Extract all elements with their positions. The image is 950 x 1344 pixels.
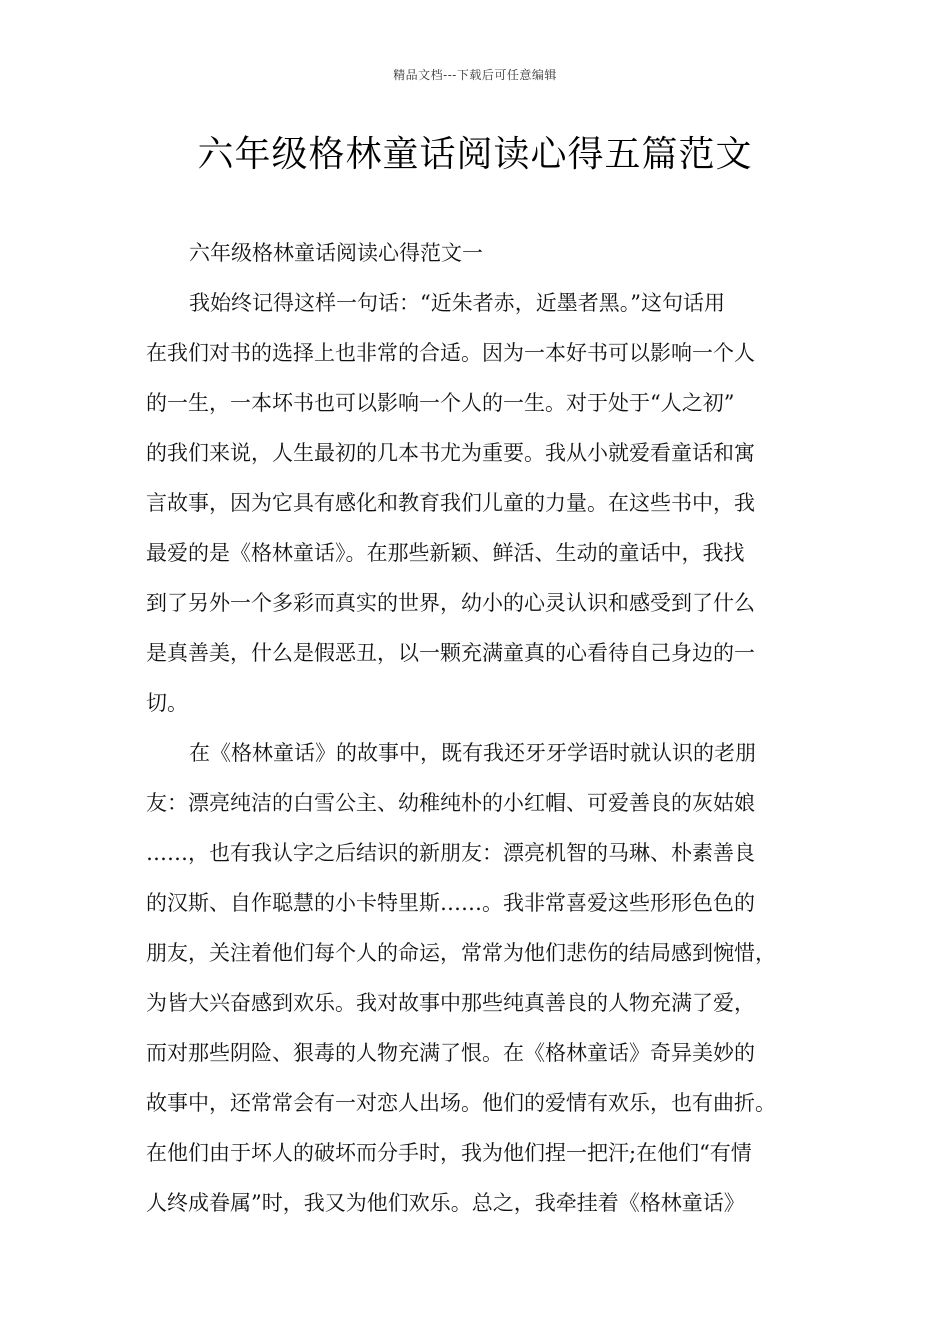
- paragraph-line: 在我们对书的选择上也非常的合适。因为一本好书可以影响一个人: [146, 341, 755, 365]
- paragraph-start-line: 在《格林童话》的故事中，既有我还牙牙学语时就认识的老朋: [189, 741, 756, 765]
- paragraph-line: 切。: [146, 691, 188, 715]
- paragraph-line: 到了另外一个多彩而真实的世界，幼小的心灵认识和感受到了什么: [146, 591, 755, 615]
- document-title: 六年级格林童话阅读心得五篇范文: [197, 134, 753, 175]
- paragraph-line: 而对那些阴险、狠毒的人物充满了恨。在《格林童话》奇异美妙的: [146, 1041, 755, 1065]
- paragraph-start-line: 我始终记得这样一句话：“近朱者赤，近墨者黑。”这句话用: [189, 291, 725, 315]
- header-note: 精品文档---下载后可任意编辑: [393, 68, 557, 82]
- paragraph-line: 最爱的是《格林童话》。在那些新颖、鲜活、生动的童话中，我找: [146, 541, 745, 565]
- paragraph-line: 友：漂亮纯洁的白雪公主、幼稚纯朴的小红帽、可爱善良的灰姑娘: [146, 791, 755, 815]
- paragraph-line: 言故事，因为它具有感化和教育我们儿童的力量。在这些书中，我: [146, 491, 755, 515]
- paragraph-line: 的一生，一本坏书也可以影响一个人的一生。对于处于“人之初”: [146, 391, 735, 415]
- paragraph-line: 故事中，还常常会有一对恋人出场。他们的爱情有欢乐，也有曲折。: [146, 1091, 776, 1115]
- paragraph-line: 在他们由于坏人的破坏而分手时，我为他们捏一把汗;在他们“有情: [146, 1141, 752, 1165]
- paragraph-line: 朋友，关注着他们每个人的命运，常常为他们悲伤的结局感到惋惜，: [146, 941, 776, 965]
- paragraph-line: ……，也有我认字之后结识的新朋友：漂亮机智的马琳、朴素善良: [146, 841, 755, 865]
- paragraph-start-line: 六年级格林童话阅读心得范文一: [189, 241, 483, 265]
- document-body: [146, 228, 808, 1228]
- paragraph-line: 的我们来说，人生最初的几本书尤为重要。我从小就爱看童话和寓: [146, 441, 755, 465]
- paragraph-line: 人终成眷属”时，我又为他们欢乐。总之，我牵挂着《格林童话》: [146, 1191, 745, 1215]
- paragraph-line: 的汉斯、自作聪慧的小卡特里斯……。我非常喜爱这些形形色色的: [146, 891, 755, 915]
- paragraph-line: 是真善美，什么是假恶丑，以一颗充满童真的心看待自己身边的一: [146, 641, 755, 665]
- paragraph-line: 为皆大兴奋感到欢乐。我对故事中那些纯真善良的人物充满了爱，: [146, 991, 755, 1015]
